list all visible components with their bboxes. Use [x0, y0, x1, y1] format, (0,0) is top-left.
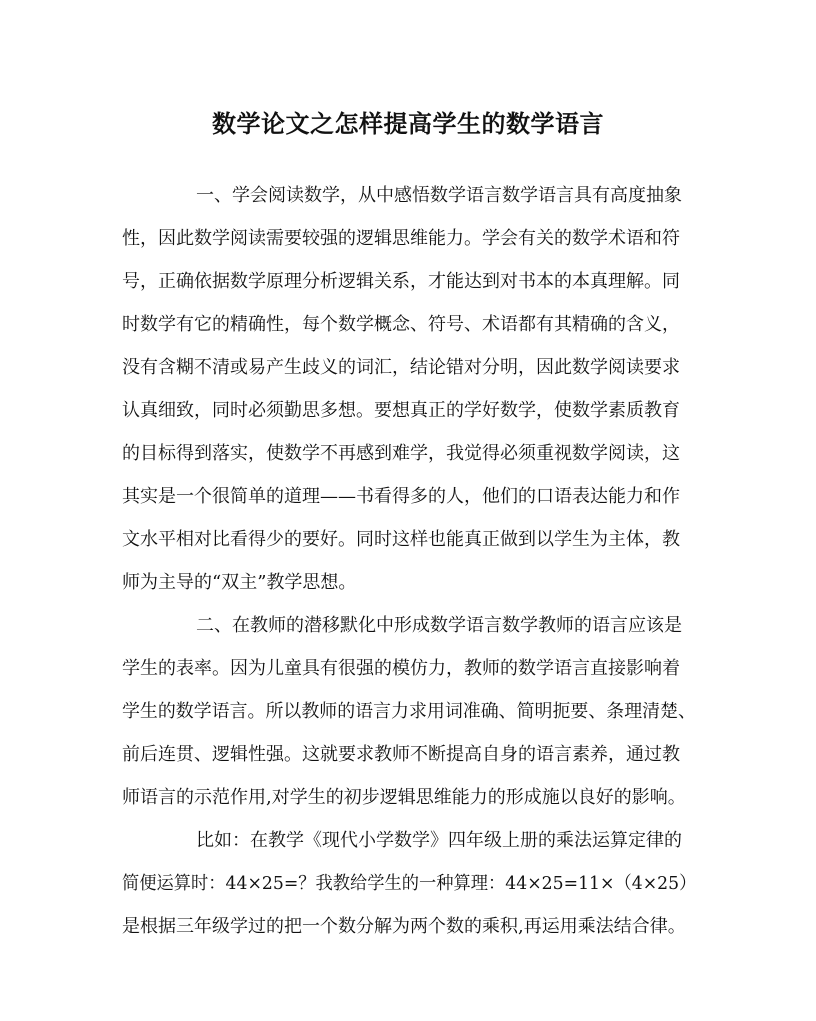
text-line: 时数学有它的精确性，每个数学概念、符号、术语都有其精确的含义， [122, 314, 680, 335]
text-line: 一、学会阅读数学，从中感悟数学语言数学语言具有高度抽象 [196, 185, 682, 206]
text-line: 其实是一个很简单的道理——书看得多的人，他们的口语表达能力和作 [122, 486, 680, 507]
paragraph-3-line-2 [122, 870, 696, 898]
text-line: 师为主导的“双主”教学思想。 [122, 572, 357, 593]
paragraph-1-line-1 [196, 182, 696, 210]
paragraph-2-line-5 [122, 784, 696, 812]
paragraph-3-line-3 [122, 913, 696, 941]
text-line: 比如：在教学《现代小学数学》四年级上册的乘法运算定律的 [196, 830, 682, 851]
paragraph-1-line-2 [122, 225, 696, 253]
paragraph-2-line-1 [196, 612, 696, 640]
text-line: 师语言的示范作用,对学生的初步逻辑思维能力的形成施以良好的影响。 [122, 787, 686, 808]
paragraph-1-line-7 [122, 440, 696, 468]
paragraph-1-line-10 [122, 569, 696, 597]
text-line: 认真细致，同时必须勤思多想。要想真正的学好数学，使数学素质教育 [122, 400, 680, 421]
document-title: 数学论文之怎样提高学生的数学语言 [212, 109, 604, 138]
text-line: 前后连贯、逻辑性强。这就要求教师不断提高自身的语言素养，通过教 [122, 744, 680, 765]
paragraph-2-line-4 [122, 741, 696, 769]
paragraph-1-line-6 [122, 397, 696, 425]
paragraph-2-line-2 [122, 655, 696, 683]
paragraph-3-line-1 [196, 827, 696, 855]
paragraph-1-line-9 [122, 526, 696, 554]
text-line: 学生的数学语言。所以教师的语言力求用词准确、简明扼要、条理清楚、 [122, 701, 696, 722]
text-line: 没有含糊不清或易产生歧义的词汇，结论错对分明，因此数学阅读要求 [122, 357, 680, 378]
paragraph-1-line-3 [122, 268, 696, 296]
paragraph-1-line-8 [122, 483, 696, 511]
text-line: 文水平相对比看得少的要好。同时这样也能真正做到以学生为主体，教 [122, 529, 680, 550]
paragraph-1-line-5 [122, 354, 696, 382]
text-line: 的目标得到落实，使数学不再感到难学，我觉得必须重视数学阅读，这 [122, 443, 680, 464]
text-line: 号，正确依据数学原理分析逻辑关系，才能达到对书本的本真理解。同 [122, 271, 680, 292]
paragraph-2-line-3 [122, 698, 696, 726]
text-line: 二、在教师的潜移默化中形成数学语言数学教师的语言应该是 [196, 615, 682, 636]
text-line: 是根据三年级学过的把一个数分解为两个数的乘积,再运用乘法结合律。 [122, 916, 686, 937]
text-line: 性，因此数学阅读需要较强的逻辑思维能力。学会有关的数学术语和符 [122, 228, 680, 249]
text-line: 学生的表率。因为儿童具有很强的模仿力，教师的数学语言直接影响着 [122, 658, 680, 679]
paragraph-1-line-4 [122, 311, 696, 339]
text-line: 简便运算时：44×25=？我教给学生的一种算理：44×25=11×（4×25） [122, 873, 697, 894]
